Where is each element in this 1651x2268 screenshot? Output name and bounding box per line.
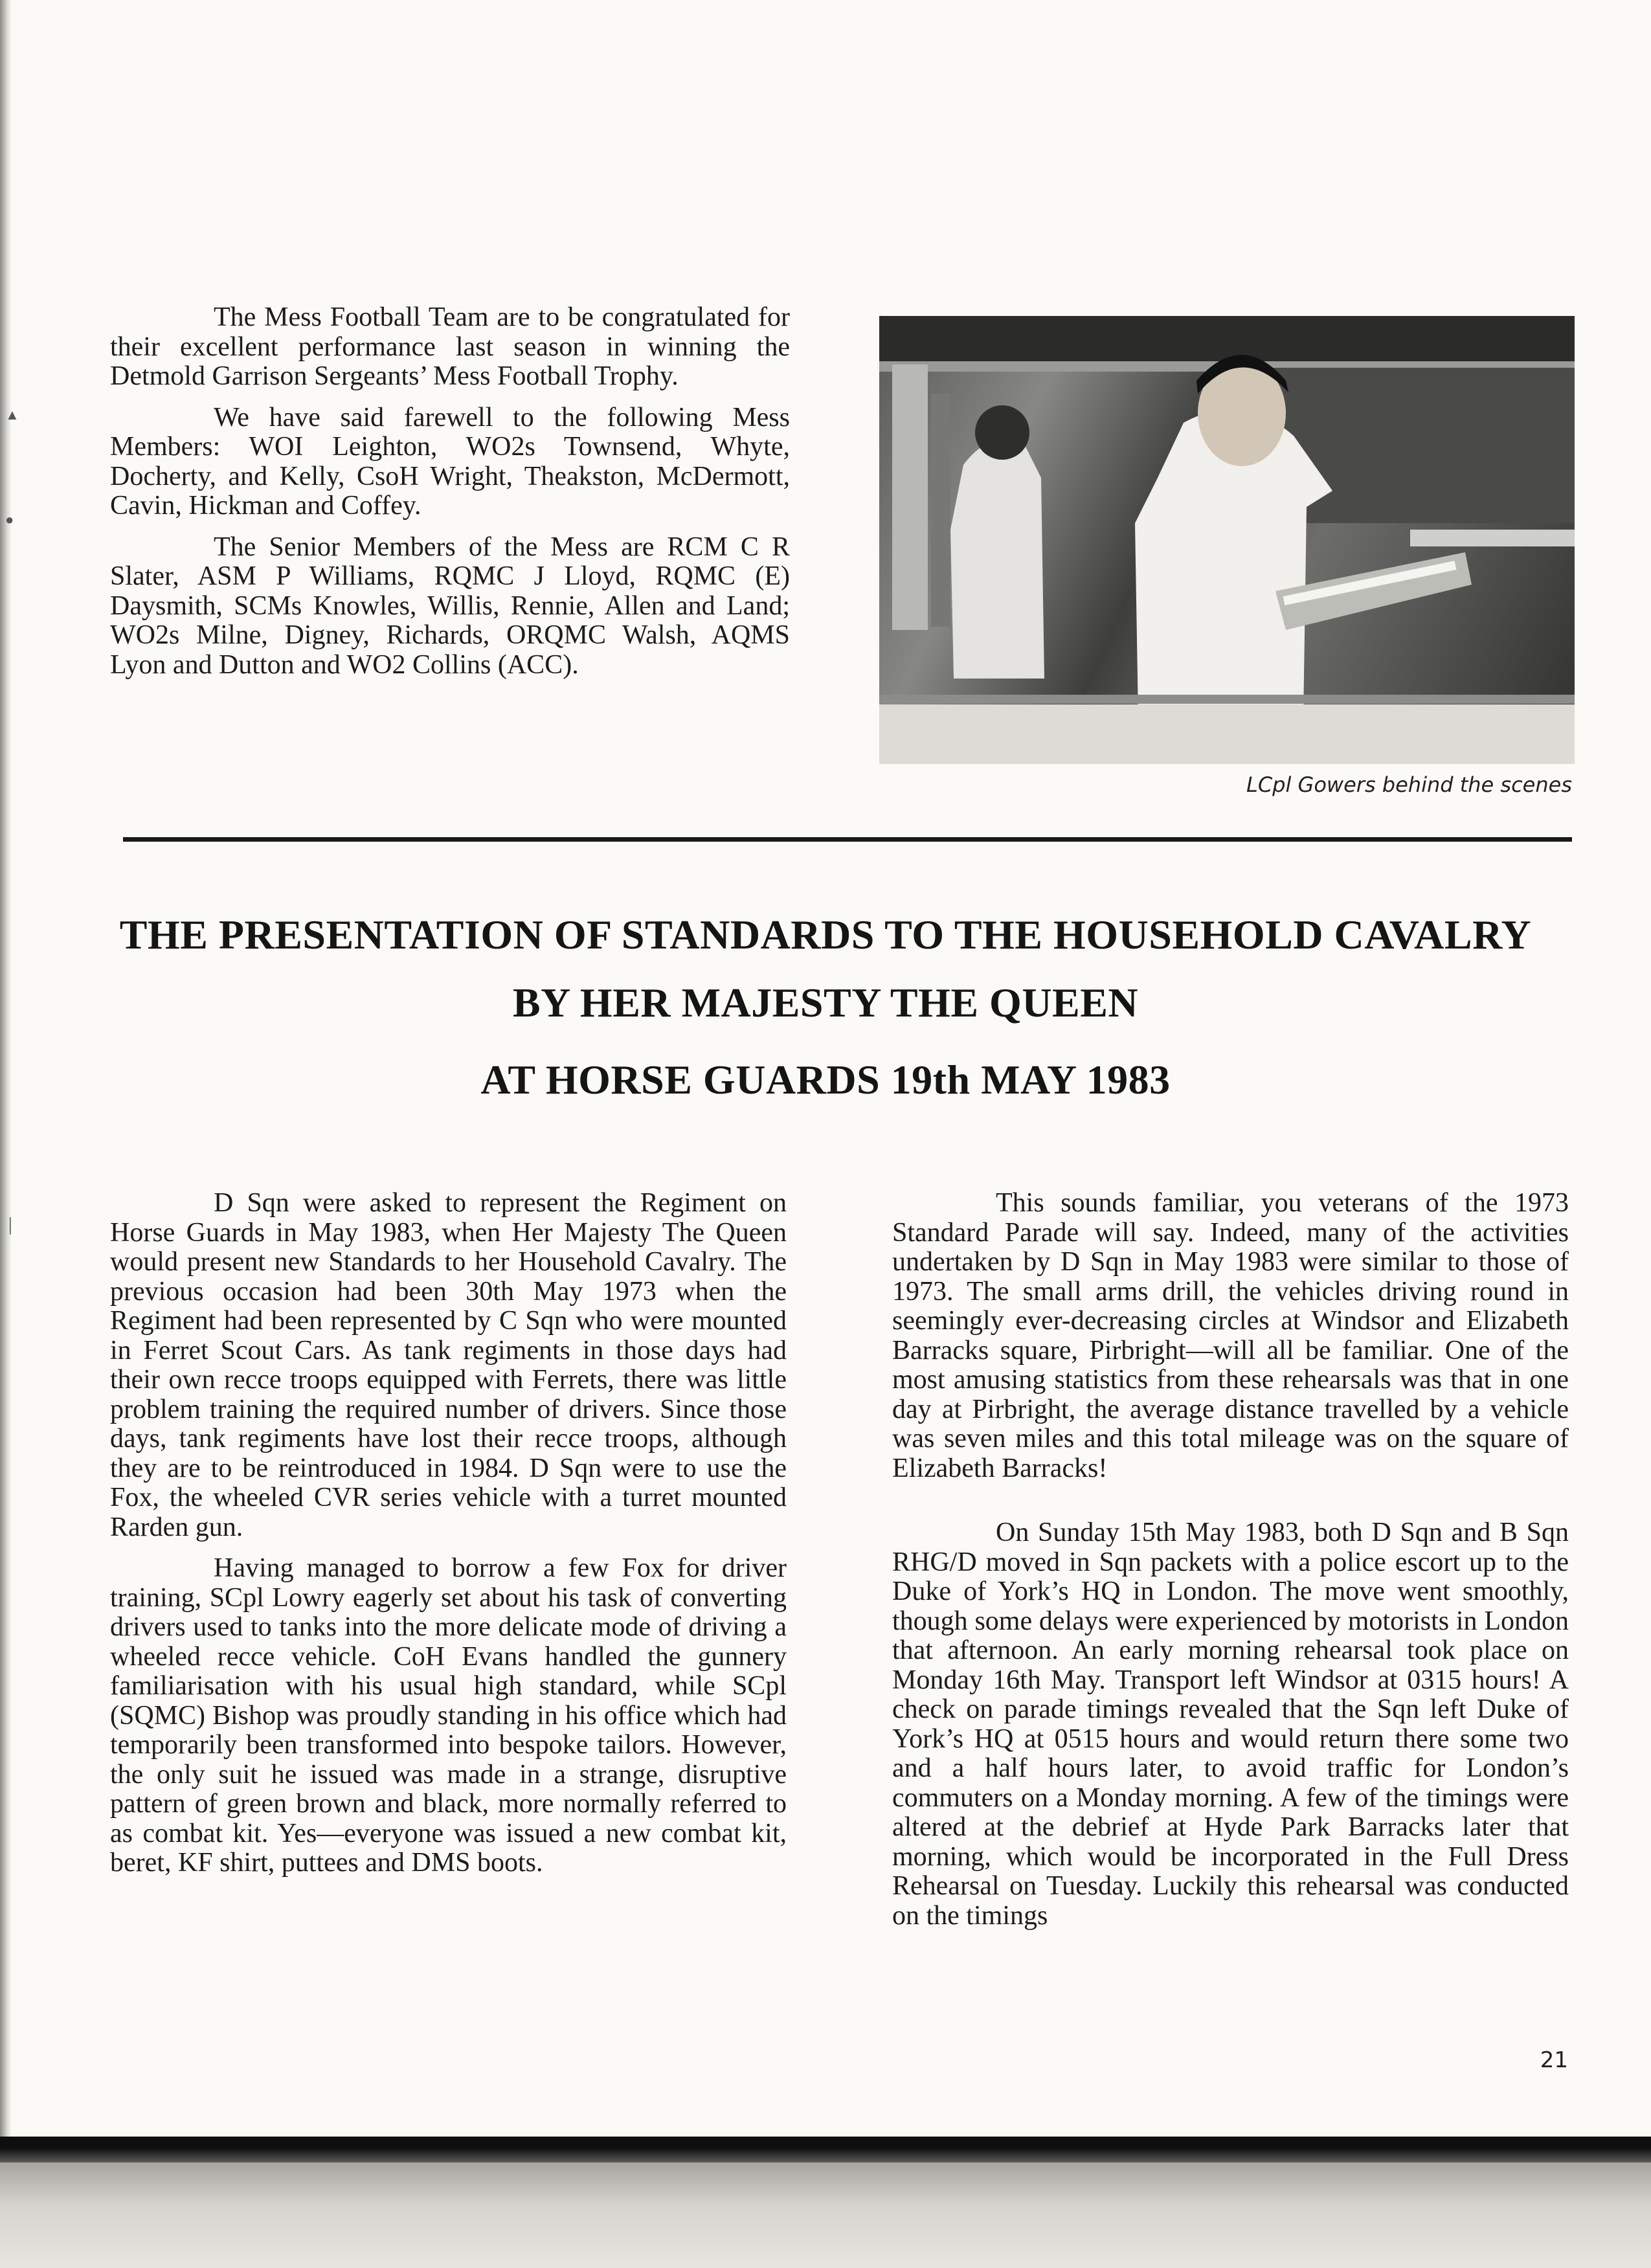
paragraph-farewell-members: We have said farewell to the following Mess Members: WOI Leighton, WO2s Townsend, Whyte, Docherty, and Kelly, CsoH Wright, Theakston, McDermott, Cavin, Hickman and Coffey. [110,402,790,521]
page-binding-edge [0,0,12,2268]
binder-hole-mark: ● [5,511,14,528]
headline-line-1: THE PRESENTATION OF STANDARDS TO THE HOUSEHOLD CAVALRY [119,912,1532,958]
article-paragraph: Having managed to borrow a few Fox for driver training, SCpl Lowry eagerly set about his task of converting drivers used to tanks into the more delicate mode of driving a wheeled recce vehicle. CoH Evans handled the gunnery familiarisation with his usual high standard, while SCpl (SQMC) Bishop was proudly standing in his office which had temporarily been transformed into bespoke tailors. However, the only suit he issued was made in a strange, disruptive pattern of green brown and black, more normally referred to as combat kit. Yes—everyone was issued a new combat kit, beret, KF shirt, puttees and DMS boots. [110,1553,787,1878]
photo-caption: LCpl Gowers behind the scenes [1246,772,1572,797]
paragraph-senior-members: The Senior Members of the Mess are RCM C R Slater, ASM P Williams, RQMC J Lloyd, RQMC (E) Daysmith, SCMs Knowles, Willis, Rennie, Allen and Land; WO2s Milne, Digney, Richards, ORQMC Walsh, AQMS Lyon and Dutton and WO2 Collins (ACC). [110,532,790,680]
binder-hole-mark: ▲ [5,407,19,423]
headline-line-3: AT HORSE GUARDS 19th MAY 1983 [480,1057,1171,1103]
binder-hole-mark: │ [5,1217,16,1233]
article-right-column [892,1189,1569,1942]
article-paragraph: On Sunday 15th May 1983, both D Sqn and B Sqn RHG/D moved in Sqn packets with a police escort up to the Duke of York’s HQ in London. The move went smoothly, though some delays were experienced by motorists in London that afternoon. An early morning rehearsal took place on Monday 16th May. Transport left Windsor at 0315 hours! A check on parade timings revealed that the Sqn left Duke of York’s HQ at 0515 hours and would return there some two and a half hours later, to avoid traffic for London’s commuters on a Monday morning. A few of the timings were altered at the debrief at Hyde Park Barracks later that morning, which would be incorporated in the Full Dress Rehearsal on Tuesday. Luckily this rehearsal was conducted on the timings [892,1518,1569,1931]
headline-line-2: BY HER MAJESTY THE QUEEN [512,980,1139,1026]
scan-bottom-edge [0,2137,1651,2162]
article-left-column [110,1189,787,1890]
section-divider-rule [123,837,1572,842]
scan-bottom-shadow [0,2162,1651,2268]
paragraph-football-team: The Mess Football Team are to be congratulated for their excellent performance last season in winning the Detmold Garrison Sergeants’ Mess Football Trophy. [110,302,790,391]
kitchen-photo [879,316,1575,764]
article-paragraph: D Sqn were asked to represent the Regiment on Horse Guards in May 1983, when Her Majesty The Queen would present new Standards to her Household Cavalry. The previous occasion had been 30th May 1973 when the Regiment had been represented by C Sqn who were mounted in Ferret Scout Cars. As tank regiments in those days had their own recce troops equipped with Ferrets, there was little problem training the required number of drivers. Since those days, tank regiments have lost their recce troops, although they are to be reintroduced in 1984. D Sqn were to use the Fox, the wheeled CVR series vehicle with a turret mounted Rarden gun. [110,1188,787,1542]
intro-text-column [110,303,790,691]
page-number: 21 [1540,2047,1568,2073]
article-paragraph: This sounds familiar, you veterans of the 1973 Standard Parade will say. Indeed, many of the activities undertaken by D Sqn in May 1983 were similar to those of 1973. The small arms drill, the vehicles driving round in seemingly ever-decreasing circles at Windsor and Elizabeth Barracks square, Pirbright—will all be familiar. One of the most amusing statistics from these rehearsals was that in one day at Pirbright, the average distance travelled by a vehicle was seven miles and this total mileage was on the square of Elizabeth Barracks! [892,1188,1569,1483]
